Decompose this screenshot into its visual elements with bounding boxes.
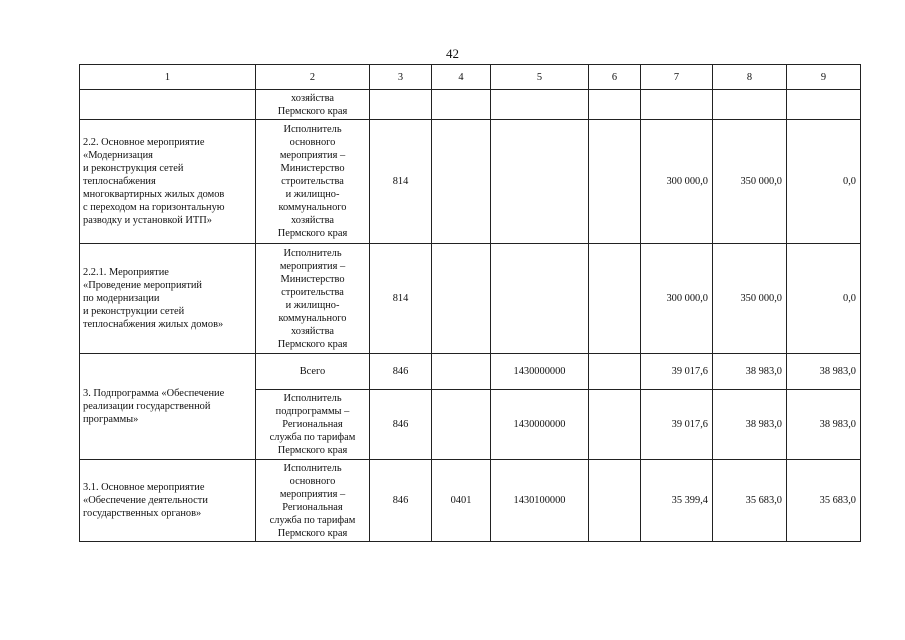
- code-cell: 814: [370, 244, 432, 354]
- header-cell: 1: [80, 65, 256, 90]
- table-row: [80, 120, 861, 244]
- section-cell: [432, 244, 491, 354]
- expense-type-cell: [589, 460, 641, 542]
- measure-name: 2.2.1. Мероприятие «Проведение мероприятий по модернизации и реконструкции сетей теплоснабжения жилых домов»: [80, 244, 256, 354]
- budget-table: [79, 64, 861, 542]
- executor-cell: Всего: [256, 354, 370, 390]
- executor-cell: хозяйства Пермского края: [256, 90, 370, 120]
- header-row: [80, 65, 861, 90]
- target-article-cell: [491, 244, 589, 354]
- measure-name: 2.2. Основное мероприятие «Модернизация и реконструкция сетей теплоснабжения многоквартирных жилых домов с переходом на горизонтальную разводку и установкой ИТП»: [80, 120, 256, 244]
- expense-type-cell: [589, 244, 641, 354]
- header-cell: 7: [641, 65, 713, 90]
- executor-cell: Исполнитель основного мероприятия – Министерство строительства и жилищно- коммунального хозяйства Пермского края: [256, 120, 370, 244]
- table-row: [80, 354, 861, 390]
- page-number: 42: [446, 46, 459, 61]
- value-cell: [787, 90, 861, 120]
- value-cell: 38 983,0: [787, 354, 861, 390]
- value-cell: 0,0: [787, 120, 861, 244]
- header-cell: 3: [370, 65, 432, 90]
- expense-type-cell: [589, 120, 641, 244]
- expense-type-cell: [589, 390, 641, 460]
- value-cell: 38 983,0: [713, 390, 787, 460]
- value-cell: 350 000,0: [713, 244, 787, 354]
- target-article-cell: 1430000000: [491, 390, 589, 460]
- header-cell: 5: [491, 65, 589, 90]
- header-cell: 2: [256, 65, 370, 90]
- header-cell: 8: [713, 65, 787, 90]
- executor-cell: Исполнитель подпрограммы – Региональная служба по тарифам Пермского края: [256, 390, 370, 460]
- section-cell: [432, 390, 491, 460]
- measure-name: [80, 90, 256, 120]
- value-cell: 38 983,0: [787, 390, 861, 460]
- target-article-cell: 1430000000: [491, 354, 589, 390]
- value-cell: 38 983,0: [713, 354, 787, 390]
- section-cell: [432, 354, 491, 390]
- value-cell: 39 017,6: [641, 354, 713, 390]
- code-cell: 846: [370, 354, 432, 390]
- value-cell: 0,0: [787, 244, 861, 354]
- target-article-cell: 1430100000: [491, 460, 589, 542]
- value-cell: 300 000,0: [641, 120, 713, 244]
- code-cell: 814: [370, 120, 432, 244]
- value-cell: 35 683,0: [713, 460, 787, 542]
- section-cell: [432, 90, 491, 120]
- executor-cell: Исполнитель мероприятия – Министерство строительства и жилищно- коммунального хозяйства Пермского края: [256, 244, 370, 354]
- code-cell: 846: [370, 390, 432, 460]
- value-cell: [641, 90, 713, 120]
- table-row: [80, 90, 861, 120]
- header-cell: 4: [432, 65, 491, 90]
- value-cell: 300 000,0: [641, 244, 713, 354]
- expense-type-cell: [589, 90, 641, 120]
- target-article-cell: [491, 120, 589, 244]
- measure-name: 3. Подпрограмма «Обеспечение реализации государственной программы»: [80, 354, 256, 460]
- target-article-cell: [491, 90, 589, 120]
- table-row: [80, 460, 861, 542]
- executor-cell: Исполнитель основного мероприятия – Региональная служба по тарифам Пермского края: [256, 460, 370, 542]
- code-cell: [370, 90, 432, 120]
- value-cell: 39 017,6: [641, 390, 713, 460]
- table-row: [80, 244, 861, 354]
- value-cell: [713, 90, 787, 120]
- value-cell: 35 683,0: [787, 460, 861, 542]
- code-cell: 846: [370, 460, 432, 542]
- header-cell: 9: [787, 65, 861, 90]
- header-cell: 6: [589, 65, 641, 90]
- section-cell: 0401: [432, 460, 491, 542]
- expense-type-cell: [589, 354, 641, 390]
- measure-name: 3.1. Основное мероприятие «Обеспечение деятельности государственных органов»: [80, 460, 256, 542]
- value-cell: 35 399,4: [641, 460, 713, 542]
- section-cell: [432, 120, 491, 244]
- value-cell: 350 000,0: [713, 120, 787, 244]
